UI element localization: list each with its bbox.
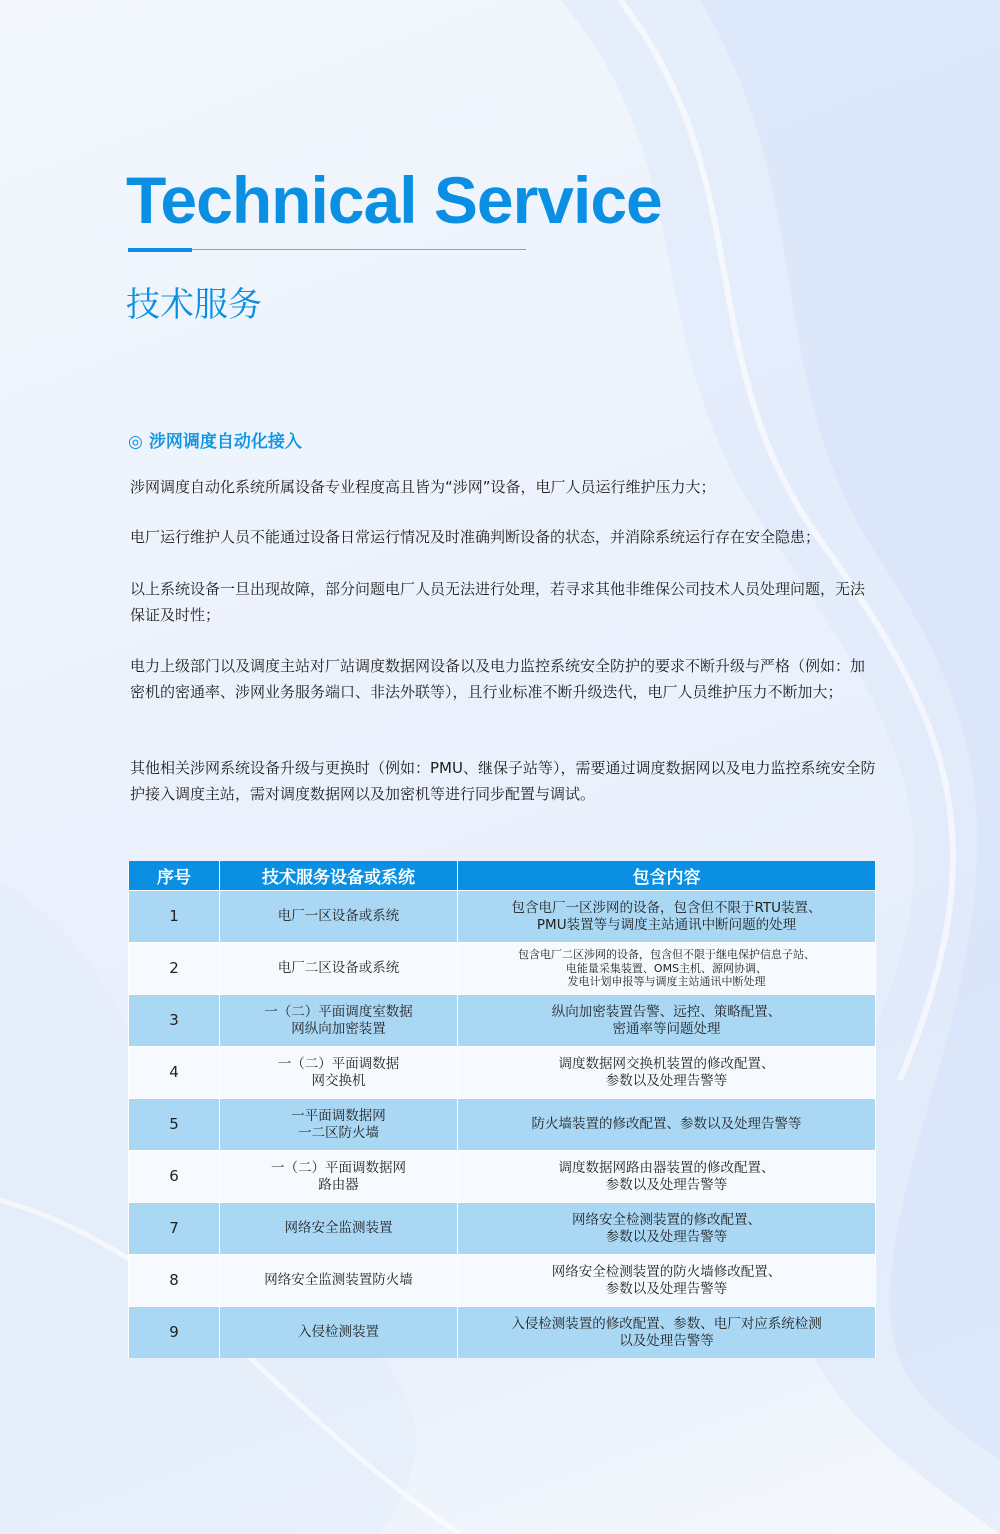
cell-number: 2 <box>129 943 220 995</box>
paragraph: 其他相关涉网系统设备升级与更换时（例如：PMU、继保子站等），需要通过调度数据网以及电力监控系统安全防护接入调度主站，需对调度数据网以及加密机等进行同步配置与调试。 <box>130 759 876 803</box>
table-row <box>129 1099 876 1151</box>
cell-content: 纵向加密装置告警、远控、策略配置、 密通率等问题处理 <box>458 995 876 1047</box>
cell-system: 一平面调数据网 一二区防火墙 <box>220 1099 458 1151</box>
cell-system: 一（二）平面调度室数据 网纵向加密装置 <box>220 995 458 1047</box>
section-heading-text: 涉网调度自动化接入 <box>148 432 302 452</box>
cell-number: 3 <box>129 995 220 1047</box>
table-row <box>129 1203 876 1255</box>
table-row <box>129 1307 876 1359</box>
cell-system: 入侵检测装置 <box>220 1307 458 1359</box>
cell-number: 5 <box>129 1099 220 1151</box>
cell-content: 入侵检测装置的修改配置、参数、电厂对应系统检测 以及处理告警等 <box>458 1307 876 1359</box>
service-table <box>128 861 876 1358</box>
paragraph: 电力上级部门以及调度主站对厂站调度数据网设备以及电力监控系统安全防护的要求不断升级与严格（例如：加密机的密通率、涉网业务服务端口、非法外联等），且行业标准不断升级迭代，电厂人员维护压力不断加大； <box>130 657 866 701</box>
cell-number: 6 <box>129 1151 220 1203</box>
page-title-english: Technical Service <box>126 163 662 237</box>
cell-number: 9 <box>129 1307 220 1359</box>
cell-content: 调度数据网交换机装置的修改配置、 参数以及处理告警等 <box>458 1047 876 1099</box>
table-row <box>129 1151 876 1203</box>
table-row <box>129 891 876 943</box>
cell-content: 网络安全检测装置的防火墙修改配置、 参数以及处理告警等 <box>458 1255 876 1307</box>
table-row <box>129 995 876 1047</box>
header-system: 技术服务设备或系统 <box>220 861 458 891</box>
cell-system: 一（二）平面调数据 网交换机 <box>220 1047 458 1099</box>
cell-system: 电厂一区设备或系统 <box>220 891 458 943</box>
cell-content: 网络安全检测装置的修改配置、 参数以及处理告警等 <box>458 1203 876 1255</box>
table-header-row <box>129 861 876 891</box>
cell-content: 调度数据网路由器装置的修改配置、 参数以及处理告警等 <box>458 1151 876 1203</box>
table-row <box>129 1047 876 1099</box>
cell-system: 网络安全监测装置 <box>220 1203 458 1255</box>
cell-number: 8 <box>129 1255 220 1307</box>
header-number: 序号 <box>129 861 220 891</box>
table-row <box>129 943 876 995</box>
cell-number: 4 <box>129 1047 220 1099</box>
cell-system: 电厂二区设备或系统 <box>220 943 458 995</box>
page-title-chinese: 技术服务 <box>126 285 262 325</box>
cell-content: 防火墙装置的修改配置、参数以及处理告警等 <box>458 1099 876 1151</box>
paragraph: 以上系统设备一旦出现故障，部分问题电厂人员无法进行处理，若寻求其他非维保公司技术人员处理问题，无法保证及时性； <box>130 580 866 624</box>
table-row <box>129 1255 876 1307</box>
cell-content: 包含电厂二区涉网的设备，包含但不限于继电保护信息子站、 电能量采集装置、OMS主机、源网协调、 发电计划申报等与调度主站通讯中断处理 <box>458 943 876 995</box>
cell-content: 包含电厂一区涉网的设备，包含但不限于RTU装置、 PMU装置等与调度主站通讯中断问题的处理 <box>458 891 876 943</box>
paragraph: 涉网调度自动化系统所属设备专业程度高且皆为“涉网”设备，电厂人员运行维护压力大； <box>130 478 716 496</box>
cell-number: 7 <box>129 1203 220 1255</box>
cell-system: 一（二）平面调数据网 路由器 <box>220 1151 458 1203</box>
header-content: 包含内容 <box>458 861 876 891</box>
circle-bullet-icon: ◎ <box>128 432 143 452</box>
title-divider-accent <box>128 248 192 252</box>
paragraph: 电厂运行维护人员不能通过设备日常运行情况及时准确判断设备的状态，并消除系统运行存在安全隐患； <box>130 528 821 546</box>
cell-number: 1 <box>129 891 220 943</box>
cell-system: 网络安全监测装置防火墙 <box>220 1255 458 1307</box>
section-heading <box>128 428 302 456</box>
